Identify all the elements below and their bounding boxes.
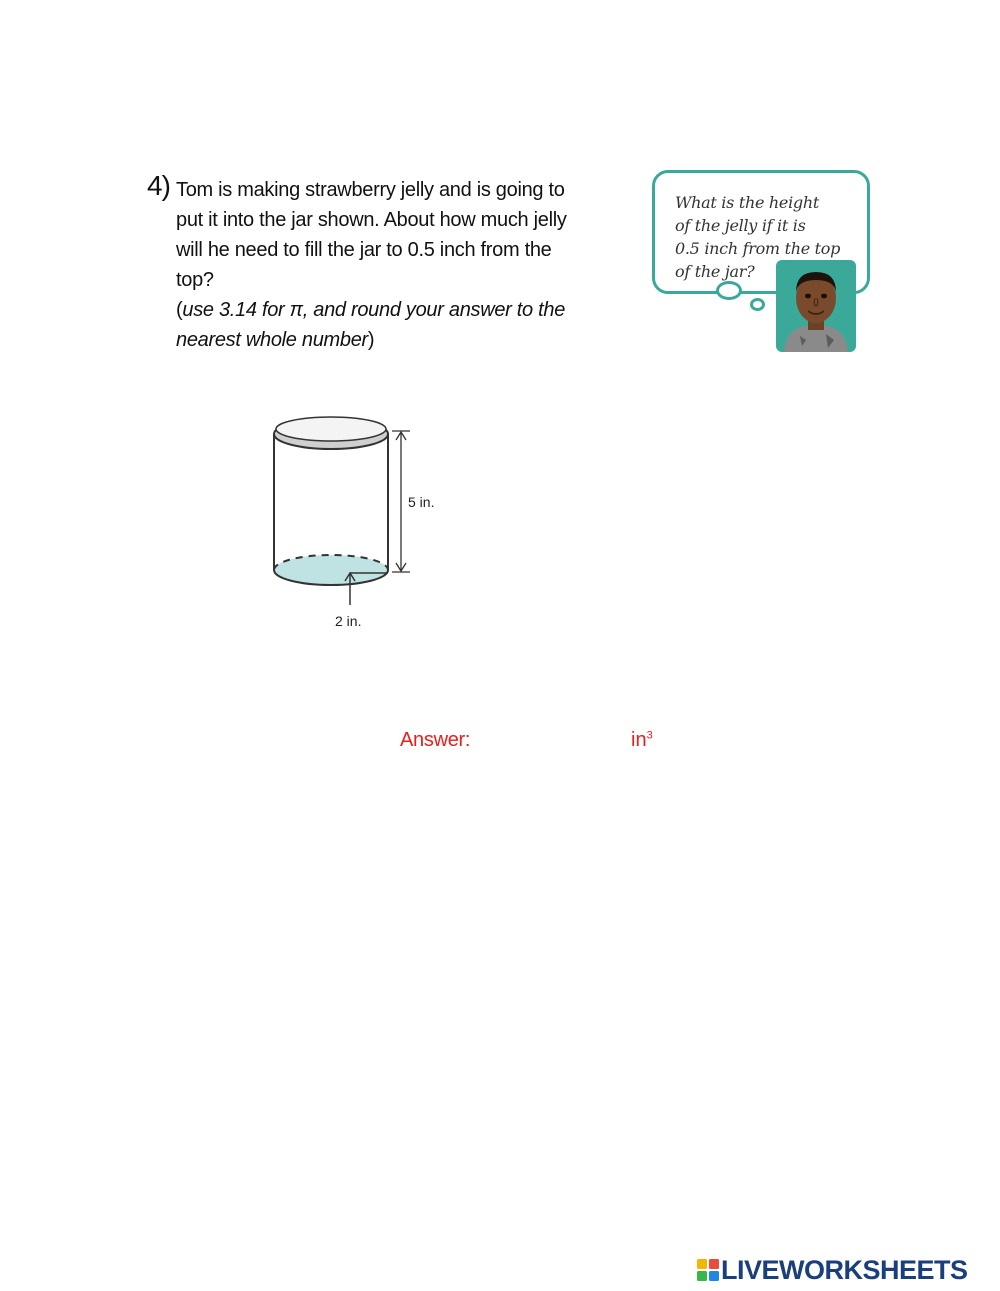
answer-unit-exponent: 3: [646, 729, 653, 742]
brand-text: LIVEWORKSHEETS: [721, 1254, 968, 1285]
answer-unit: [631, 729, 653, 752]
hint-italic-2: nearest whole number: [176, 329, 368, 351]
cylinder-figure: [250, 400, 480, 640]
hint-close-paren: ): [367, 329, 375, 351]
thought-dot-small: [750, 298, 765, 311]
question-line-1: Tom is making strawberry jelly and is going to: [176, 179, 565, 201]
hint-line-1: [176, 295, 616, 325]
liveworksheets-brand: [697, 1253, 968, 1287]
answer-unit-base: in: [631, 729, 647, 751]
radius-label: 2 in.: [335, 613, 362, 629]
bubble-line-3: 0.5 inch from the top: [675, 239, 841, 258]
question-line-3: will he need to fill the jar to 0.5 inch from the: [176, 239, 552, 261]
bubble-line-4: of the jar?: [675, 262, 755, 281]
student-portrait: [776, 260, 856, 352]
bubble-line-2: of the jelly if it is: [675, 216, 806, 235]
question-line-2: put it into the jar shown. About how much jelly: [176, 209, 567, 231]
bubble-line-1: What is the height: [675, 193, 819, 212]
liveworksheets-logo-icon: [697, 1259, 719, 1281]
hint-open-paren: (: [176, 299, 183, 321]
jar-diagram: [250, 400, 480, 640]
hint-line-2: [176, 325, 616, 355]
question-number: 4): [147, 170, 170, 201]
question-line-4: top?: [176, 269, 214, 291]
hint-italic-1: use 3.14 for π, and round your answer to the: [182, 299, 566, 321]
thought-bubble: [648, 168, 870, 356]
question-text: [176, 175, 616, 355]
thought-dot-large: [716, 281, 742, 300]
answer-label: Answer:: [400, 729, 471, 751]
answer-input[interactable]: [482, 726, 624, 756]
lid-top: [276, 417, 386, 441]
height-label: 5 in.: [408, 494, 435, 510]
